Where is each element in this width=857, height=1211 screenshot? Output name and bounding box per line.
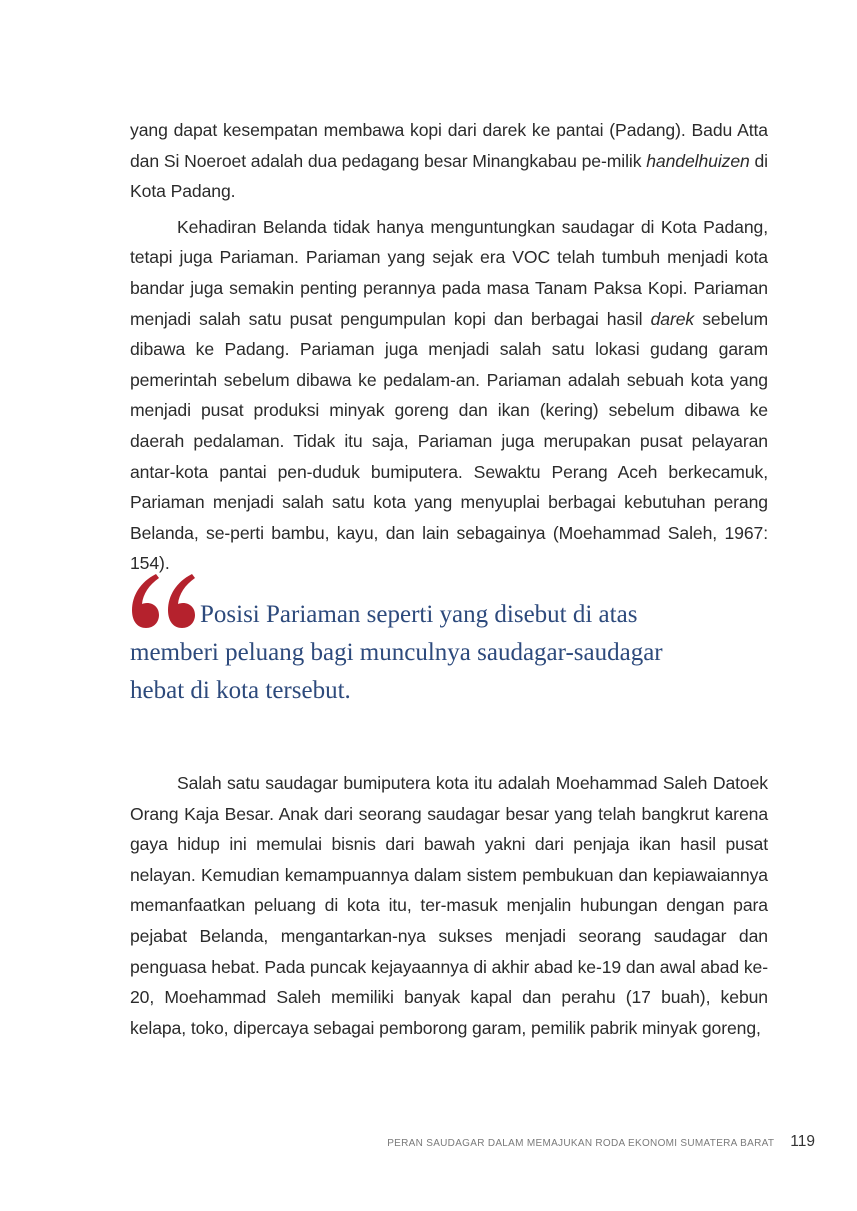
pull-quote xyxy=(130,596,770,710)
body-text-bottom xyxy=(130,768,768,1043)
page-number: 119 xyxy=(790,1133,815,1150)
paragraph-2-text-b: sebelum dibawa ke Padang. Pariaman juga menjadi salah satu lokasi gudang garam pemerintah sebelum dibawa ke pedalam-an. Pariaman adalah sebuah kota yang menjadi pusat produksi minyak goreng dan ikan (kering) sebelum dibawa ke daerah pedalaman. Tidak itu saja, Pariaman juga merupakan pusat pelayaran antar-kota pantai pen-duduk bumiputera. Sewaktu Perang Aceh berkecamuk, Pariaman menjadi salah satu kota yang menyuplai berbagai kebutuhan perang Belanda, se-perti bambu, kayu, dan lain sebagainya (Moehammad Saleh, 1967: 154). xyxy=(130,308,768,574)
paragraph-1-end: di Kota Padang. xyxy=(130,150,768,202)
pull-quote-line-3: hebat di kota tersebut. xyxy=(130,677,351,704)
body-text-top xyxy=(130,115,768,579)
paragraph-3: Salah satu saudagar bumiputera kota itu adalah Moehammad Saleh Datoek Orang Kaja Besar. Anak dari seorang saudagar besar yang telah bangkrut karena gaya hidup ini memulai bisnis dari bawah yakni dari penjaja ikan hasil pusat nelayan. Kemudian kemampuannya dalam sistem pembukuan dan kepiawaiannya memanfaatkan peluang di kota itu, ter-masuk menjalin hubungan dengan para pejabat Belanda, mengantarkan-nya sukses menjadi seorang saudagar dan penguasa hebat. Pada puncak kejayaannya di akhir abad ke-19 dan awal abad ke-20, Moehammad Saleh memiliki banyak kapal dan perahu (17 buah), kebun kelapa, toko, dipercaya sebagai pemborong garam, pemilik pabrik minyak goreng, xyxy=(130,773,768,1038)
paragraph-1-italic: handelhuizen xyxy=(646,150,750,171)
paragraph-2-italic: darek xyxy=(650,308,695,329)
running-title: PERAN SAUDAGAR DALAM MEMAJUKAN RODA EKONOMI SUMATERA BARAT xyxy=(387,1138,775,1149)
page-footer xyxy=(387,1133,815,1151)
pull-quote-line-2: memberi peluang bagi munculnya saudagar-saudagar xyxy=(130,639,663,666)
paragraph-1 xyxy=(130,115,768,207)
paragraph-2 xyxy=(130,212,768,579)
pull-quote-line-1: Posisi Pariaman seperti yang disebut di atas xyxy=(200,601,638,628)
paragraph-2-text-a: Kehadiran Belanda tidak hanya menguntungkan saudagar di Kota Padang, tetapi juga Pariaman. Pariaman yang sejak era VOC telah tumbuh menjadi kota bandar juga semakin penting perannya pada masa Tanam Paksa Kopi. Pariaman menjadi salah satu pusat pengumpulan kopi dan berbagai hasil xyxy=(130,216,768,329)
paragraph-1-text: yang dapat kesempatan membawa kopi dari darek ke pantai (Padang). Badu Atta dan Si Noeroet adalah dua pedagang besar Minangkabau pe-milik xyxy=(130,120,768,171)
